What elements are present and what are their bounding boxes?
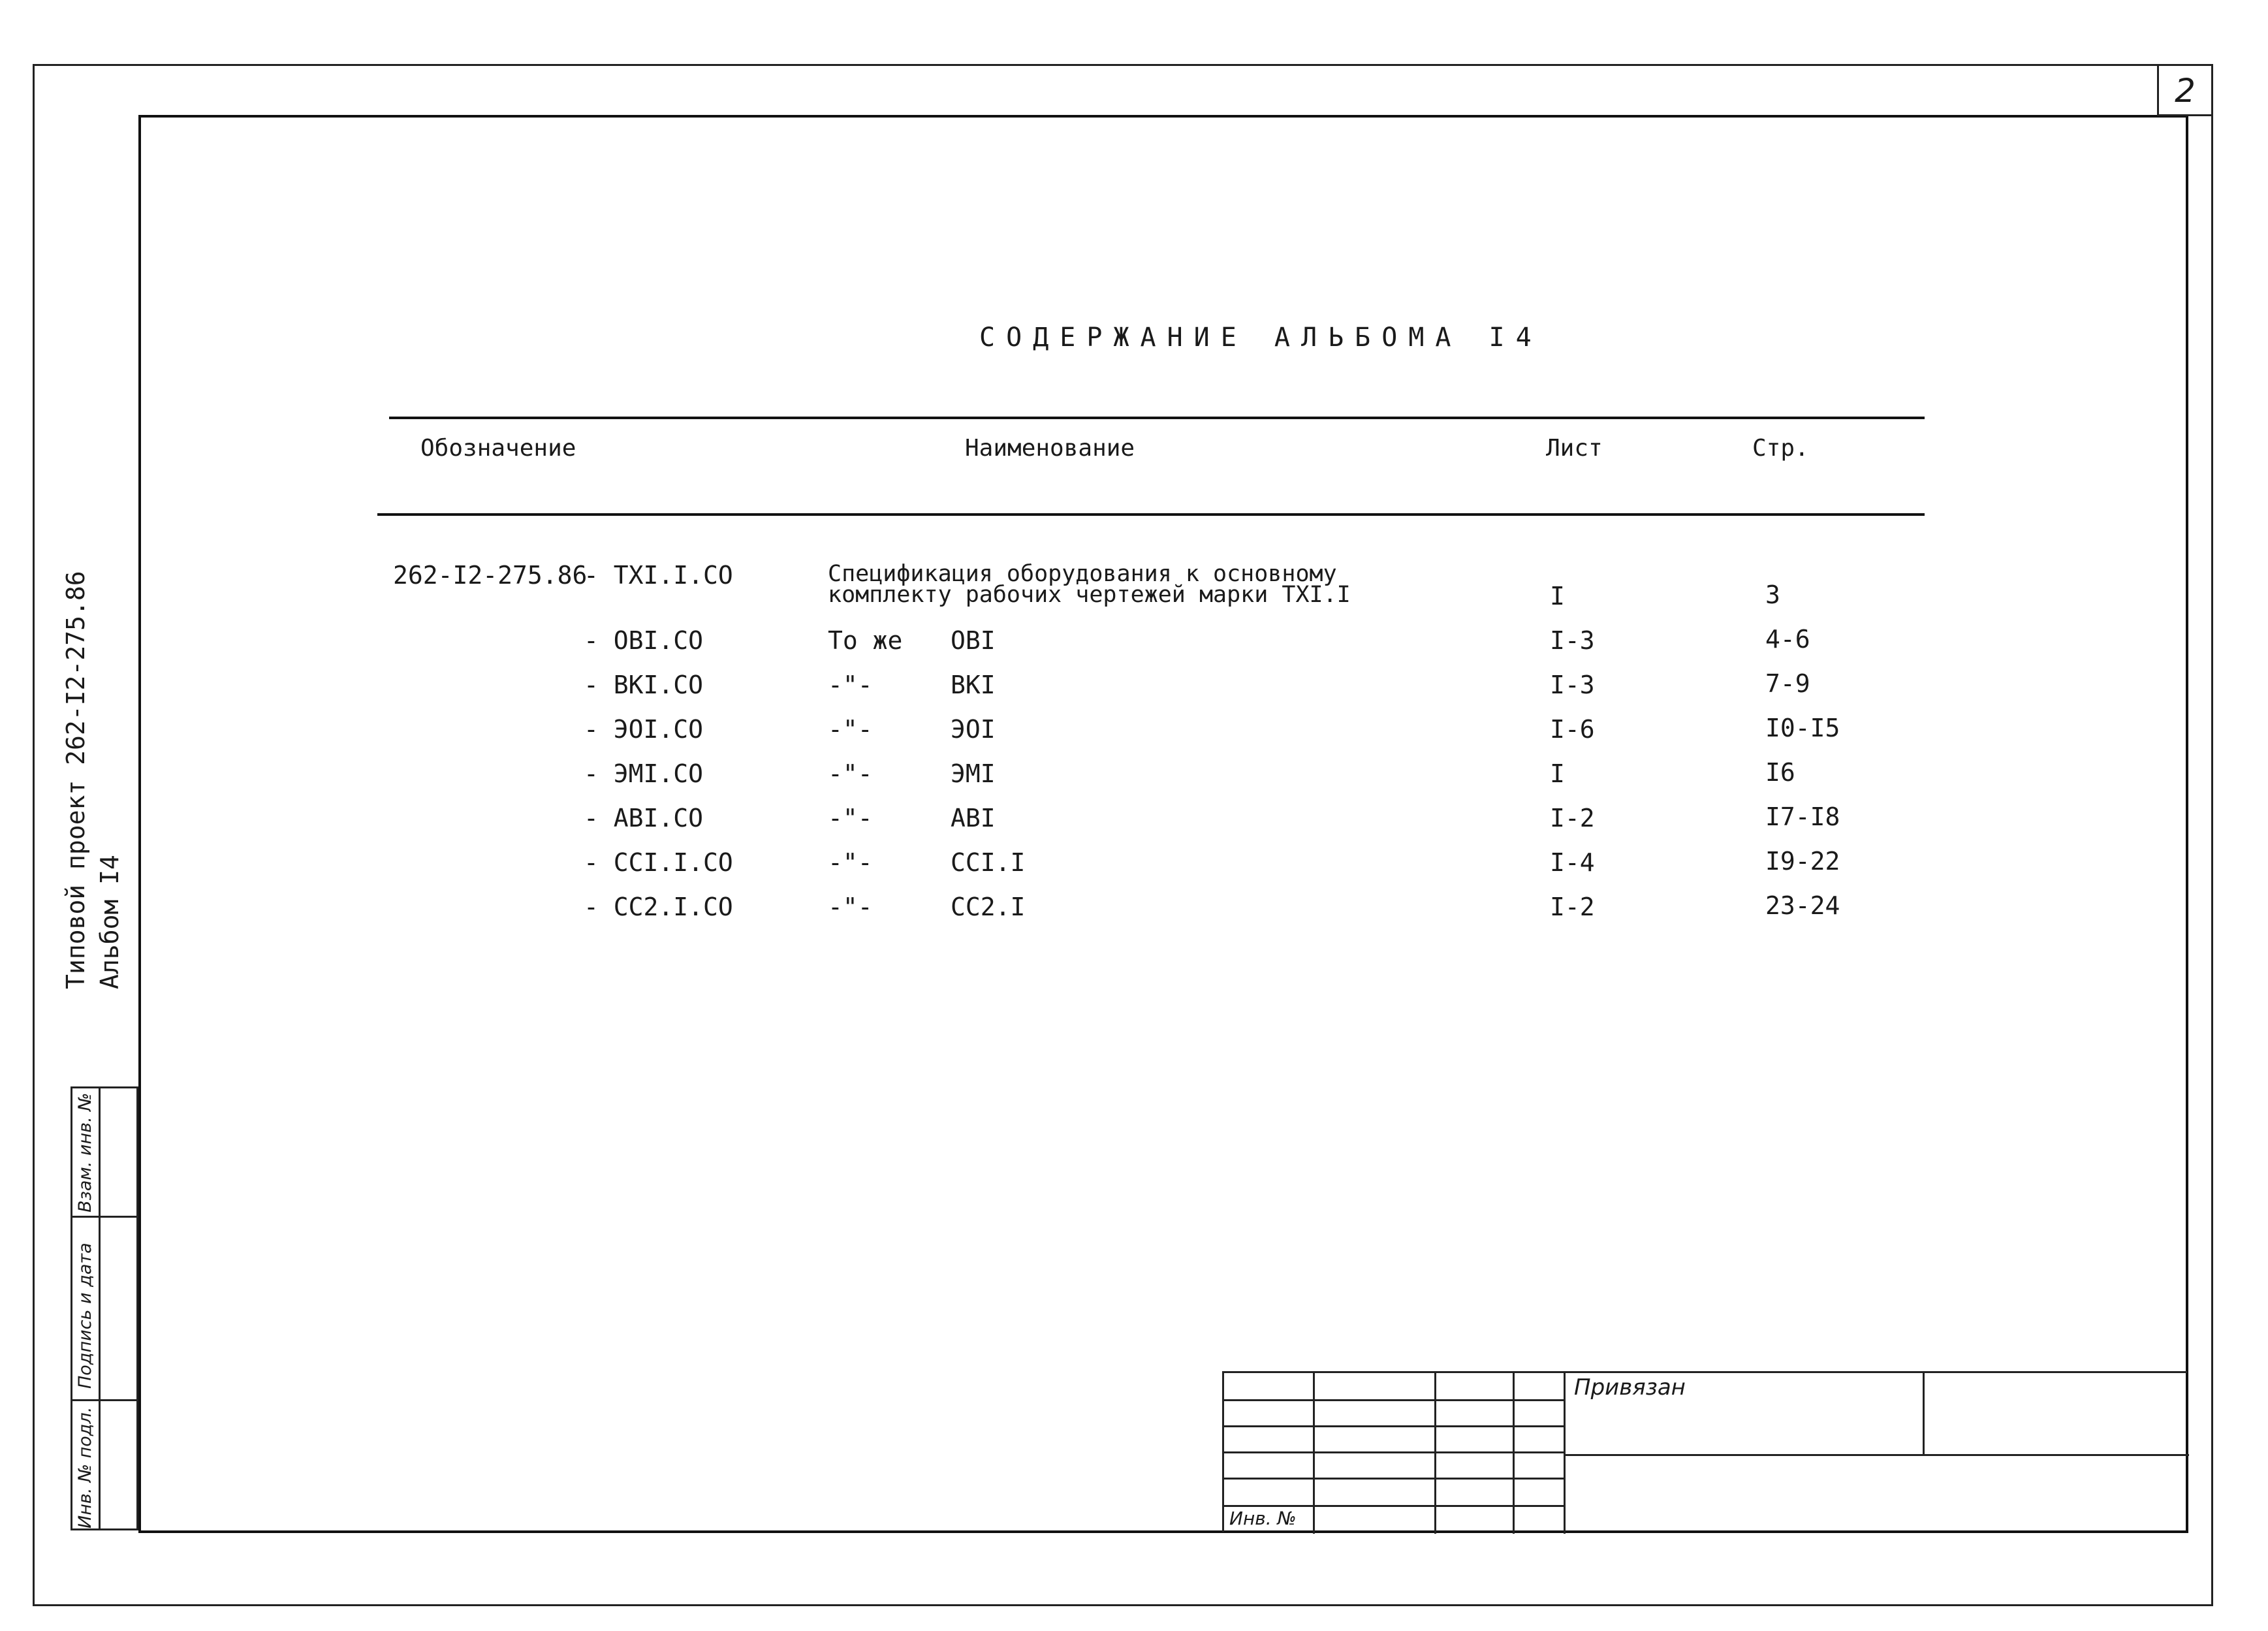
row-page: I9-22 bbox=[1765, 847, 1840, 876]
title-block-stamp bbox=[1222, 1371, 2187, 1532]
signature-date-label: Подпись и дата bbox=[75, 1243, 95, 1389]
row-sheet: I-2 bbox=[1550, 893, 1595, 921]
stamp-divider bbox=[1923, 1373, 1925, 1454]
row-code: - TXI.I.CO bbox=[584, 561, 733, 590]
stamp-divider bbox=[1564, 1454, 2189, 1456]
row-name-line2: комплекту рабочих чертежей марки TXI.I bbox=[828, 582, 1351, 608]
row-ditto: -"- bbox=[828, 759, 873, 788]
project-label-line2: Альбом I4 bbox=[95, 855, 124, 989]
stamp-divider bbox=[1224, 1399, 1564, 1401]
row-mark: CC2.I bbox=[951, 893, 1026, 921]
row-page: I7-I8 bbox=[1765, 802, 1840, 831]
header-page: Стр. bbox=[1752, 435, 1809, 462]
row-page: 3 bbox=[1765, 580, 1780, 609]
stamp-divider bbox=[1313, 1373, 1315, 1534]
row-sheet: I-4 bbox=[1550, 848, 1595, 877]
table-top-rule bbox=[389, 417, 1925, 419]
row-ditto: -"- bbox=[828, 893, 873, 921]
header-sheet: Лист bbox=[1546, 435, 1603, 462]
row-code: - OBI.CO bbox=[584, 626, 704, 655]
row-page: I0-I5 bbox=[1765, 714, 1840, 742]
row-ditto: -"- bbox=[828, 848, 873, 877]
row-mark: ABI bbox=[951, 804, 996, 832]
row-code: - BKI.CO bbox=[584, 671, 704, 699]
row-sheet: I-3 bbox=[1550, 671, 1595, 699]
row-code: - ЭOI.CO bbox=[584, 715, 704, 744]
row-sheet: I-6 bbox=[1550, 715, 1595, 744]
row-mark: CCI.I bbox=[951, 848, 1026, 877]
row-sheet: I bbox=[1550, 582, 1565, 610]
row-prefix: 262-I2-275.86 bbox=[393, 561, 588, 590]
row-code: - ABI.CO bbox=[584, 804, 704, 832]
row-sheet: I-3 bbox=[1550, 626, 1595, 655]
header-name: Наименование bbox=[965, 435, 1135, 462]
row-mark: BKI bbox=[951, 671, 996, 699]
side-stamp-divider bbox=[72, 1216, 136, 1218]
side-stamp-divider bbox=[72, 1399, 136, 1401]
stamp-divider bbox=[1434, 1373, 1436, 1534]
original-inv-label: Инв. № подл. bbox=[75, 1406, 95, 1528]
row-ditto: -"- bbox=[828, 715, 873, 744]
row-mark: ЭOI bbox=[951, 715, 996, 744]
sheet-number-box bbox=[2157, 65, 2212, 116]
page-title: СОДЕРЖАНИЕ АЛЬБОМА I4 bbox=[979, 323, 1543, 353]
inv-no-label: Инв. № bbox=[1229, 1508, 1297, 1529]
row-ditto: -"- bbox=[828, 671, 873, 699]
stamp-divider bbox=[1224, 1505, 1564, 1507]
stamp-divider bbox=[1224, 1451, 1564, 1453]
row-code: - CCI.I.CO bbox=[584, 848, 733, 877]
row-page: 23-24 bbox=[1765, 891, 1840, 920]
row-ditto: То же bbox=[828, 626, 903, 655]
side-stamp bbox=[71, 1086, 138, 1530]
row-ditto: -"- bbox=[828, 804, 873, 832]
stamp-divider bbox=[1513, 1373, 1515, 1534]
row-page: I6 bbox=[1765, 758, 1795, 787]
attached-label: Привязан bbox=[1574, 1374, 1686, 1401]
project-label-line1: Типовой проект 262-I2-275.86 bbox=[61, 571, 90, 989]
project-label bbox=[59, 571, 127, 989]
replaced-inv-label: Взам. инв. № bbox=[75, 1092, 95, 1212]
row-mark: OBI bbox=[951, 626, 996, 655]
header-designation: Обозначение bbox=[420, 435, 576, 462]
stamp-divider bbox=[1564, 1373, 1566, 1534]
row-page: 4-6 bbox=[1765, 625, 1810, 654]
row-mark: ЭMI bbox=[951, 759, 996, 788]
row-page: 7-9 bbox=[1765, 669, 1810, 698]
side-stamp-divider bbox=[99, 1088, 101, 1528]
stamp-divider bbox=[1224, 1478, 1564, 1480]
table-header-rule bbox=[377, 513, 1925, 516]
sheet-number: 2 bbox=[2175, 72, 2196, 110]
row-sheet: I bbox=[1550, 759, 1565, 788]
row-code: - ЭMI.CO bbox=[584, 759, 704, 788]
stamp-divider bbox=[1224, 1425, 1564, 1427]
row-code: - CC2.I.CO bbox=[584, 893, 733, 921]
row-name-line1: Спецификация оборудования к основному bbox=[828, 561, 1337, 587]
row-sheet: I-2 bbox=[1550, 804, 1595, 832]
